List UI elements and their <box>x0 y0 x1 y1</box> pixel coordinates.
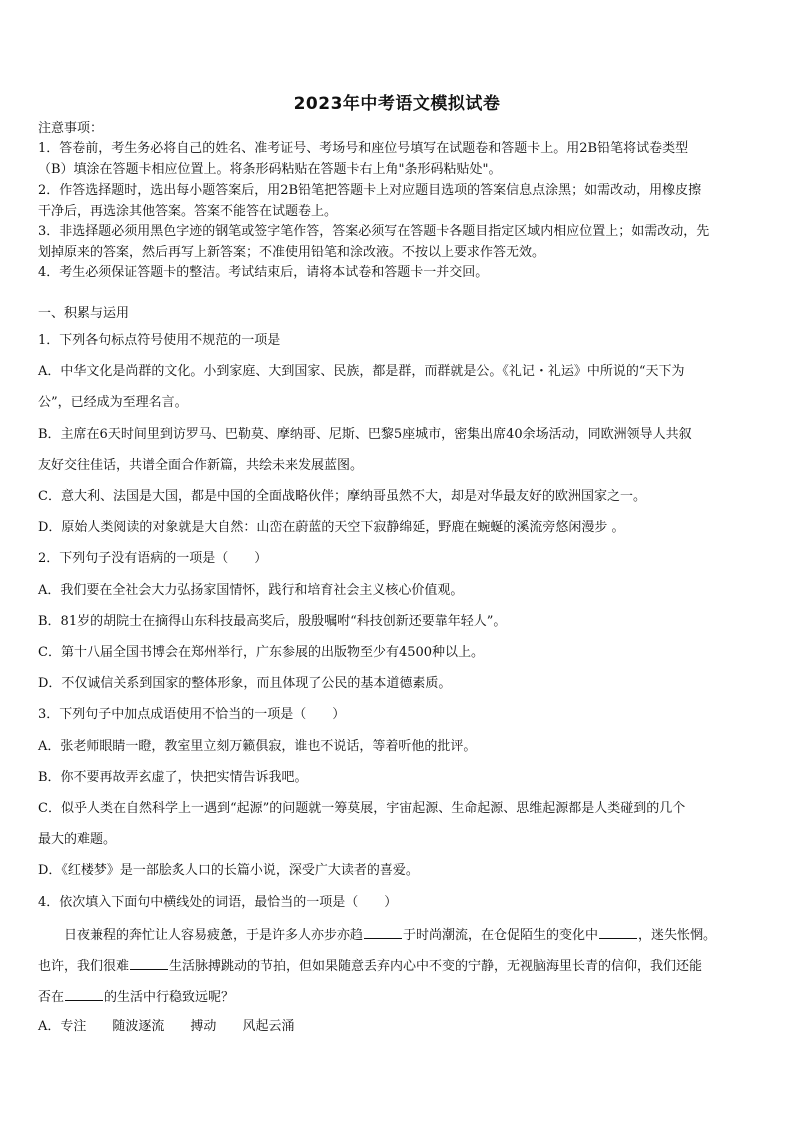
fill-blank-3 <box>130 957 168 970</box>
notice-line-2b: 干净后，再选涂其他答案。答案不能答在试题卷上。 <box>38 204 338 219</box>
q2-option-a: A．我们要在全社会大力弘扬家国情怀，践行和培育社会主义核心价值观。 <box>38 583 464 598</box>
q4-stem: 4．依次填入下面句中横线处的词语，最恰当的一项是（ ） <box>38 895 398 910</box>
q2-option-d: D．不仅诚信关系到国家的整体形象，而且体现了公民的基本道德素质。 <box>38 676 452 691</box>
notice-line-4: 4．考生必须保证答题卡的整洁。考试结束后，请将本试卷和答题卡一并交回。 <box>38 265 489 280</box>
q4-passage-text: 日夜兼程的奔忙让人容易疲惫，于是许多人亦步亦趋 <box>64 928 364 943</box>
q3-stem: 3．下列句子中加点成语使用不恰当的一项是（ ） <box>38 707 346 722</box>
q3-option-d: D．《红楼梦》是一部脍炙人口的长篇小说，深受广大读者的喜爱。 <box>38 863 419 878</box>
q3-option-c-line1: C．似乎人类在自然科学上一遇到“起源”的问题就一筹莫展，宇宙起源、生命起源、思维起源都是人类碰到的几个 <box>38 801 686 816</box>
q4-option-a <box>38 1019 760 1035</box>
q4-passage-line2 <box>38 957 760 975</box>
q4-passage-line1 <box>38 926 760 944</box>
fill-blank-1 <box>364 926 402 939</box>
notice-line-1a: 1．答卷前，考生务必将自己的姓名、准考证号、考场号和座位号填写在试题卷和答题卡上。用2B铅笔将试卷类型 <box>38 141 689 156</box>
option-word: 风起云涌 <box>242 1019 295 1034</box>
option-word: 随波逐流 <box>112 1019 165 1034</box>
notice-line-1b: （B）填涂在答题卡相应位置上。将条形码粘贴在答题卡右上角"条形码粘贴处"。 <box>38 162 502 177</box>
q1-option-a-line2: 公”，已经成为至理名言。 <box>38 395 188 410</box>
q4-passage-text: ，迷失怅惘。 <box>638 928 717 943</box>
q4-passage-line3 <box>38 988 760 1006</box>
q1-option-d: D．原始人类阅读的对象就是大自然：山峦在蔚蓝的天空下寂静绵延，野鹿在蜿蜒的溪流旁悠闲漫步 。 <box>38 520 625 535</box>
q4-passage-text: 的生活中行稳致远呢？ <box>104 990 235 1005</box>
q4-passage-text: 于时尚潮流，在仓促陌生的变化中 <box>403 928 599 943</box>
q4-passage-text: 也许，我们很难 <box>38 959 130 974</box>
section-heading: 一、积累与运用 <box>38 306 130 321</box>
q1-option-a-line1: A．中华文化是尚群的文化。小到家庭、大到国家、民族，都是群，而群就是公。《礼记・礼运》中所说的“天下为 <box>38 364 685 379</box>
notice-line-3b: 划掉原来的答案，然后再写上新答案；不准使用铅笔和涂改液。不按以上要求作答无效。 <box>38 245 546 260</box>
q3-option-a: A．张老师眼睛一瞪，教室里立刻万籁俱寂，谁也不说话，等着听他的批评。 <box>38 739 477 754</box>
option-word: 专注 <box>60 1019 87 1034</box>
q4-passage-text: 生活脉搏跳动的节拍，但如果随意丢弃内心中不变的宁静，无视脑海里长青的信仰，我们还能 <box>169 959 703 974</box>
option-label: A． <box>38 1019 61 1034</box>
q2-stem: 2．下列句子没有语病的一项是（ ） <box>38 551 268 566</box>
q1-option-c: C．意大利、法国是大国，都是中国的全面战略伙伴；摩纳哥虽然不大，却是对华最友好的欧洲国家之一。 <box>38 489 646 504</box>
notice-line-2a: 2．作答选择题时，选出每小题答案后，用2B铅笔把答题卡上对应题目选项的答案信息点涂黑；如需改动，用橡皮擦 <box>38 183 702 198</box>
fill-blank-2 <box>599 926 637 939</box>
notice-heading: 注意事项： <box>38 121 104 136</box>
q1-stem: 1．下列各句标点符号使用不规范的一项是 <box>38 333 281 348</box>
fill-blank-4 <box>65 988 103 1001</box>
q3-option-b: B．你不要再故弄玄虚了，快把实情告诉我吧。 <box>38 770 308 785</box>
option-word: 搏动 <box>190 1019 217 1034</box>
exam-title: 2023年中考语文模拟试卷 <box>293 94 501 114</box>
q4-passage-text: 否在 <box>38 990 65 1005</box>
notice-line-3a: 3．非选择题必须用黑色字迹的钢笔或签字笔作答，答案必须写在答题卡各题目指定区域内相应位置上；如需改动，先 <box>38 224 710 239</box>
q3-option-c-line2: 最大的难题。 <box>38 832 117 847</box>
q2-option-b: B．81岁的胡院士在摘得山东科技最高奖后，殷殷嘱咐“科技创新还要靠年轻人”。 <box>38 614 507 629</box>
q1-option-b-line2: 友好交往佳话，共谱全面合作新篇，共绘未来发展蓝图。 <box>38 458 364 473</box>
q1-option-b-line1: B．主席在6天时间里到访罗马、巴勒莫、摩纳哥、尼斯、巴黎5座城市，密集出席40余场活动，同欧洲领导人共叙 <box>38 427 692 442</box>
q2-option-c: C．第十八届全国书博会在郑州举行，广东参展的出版物至少有4500种以上。 <box>38 645 485 660</box>
